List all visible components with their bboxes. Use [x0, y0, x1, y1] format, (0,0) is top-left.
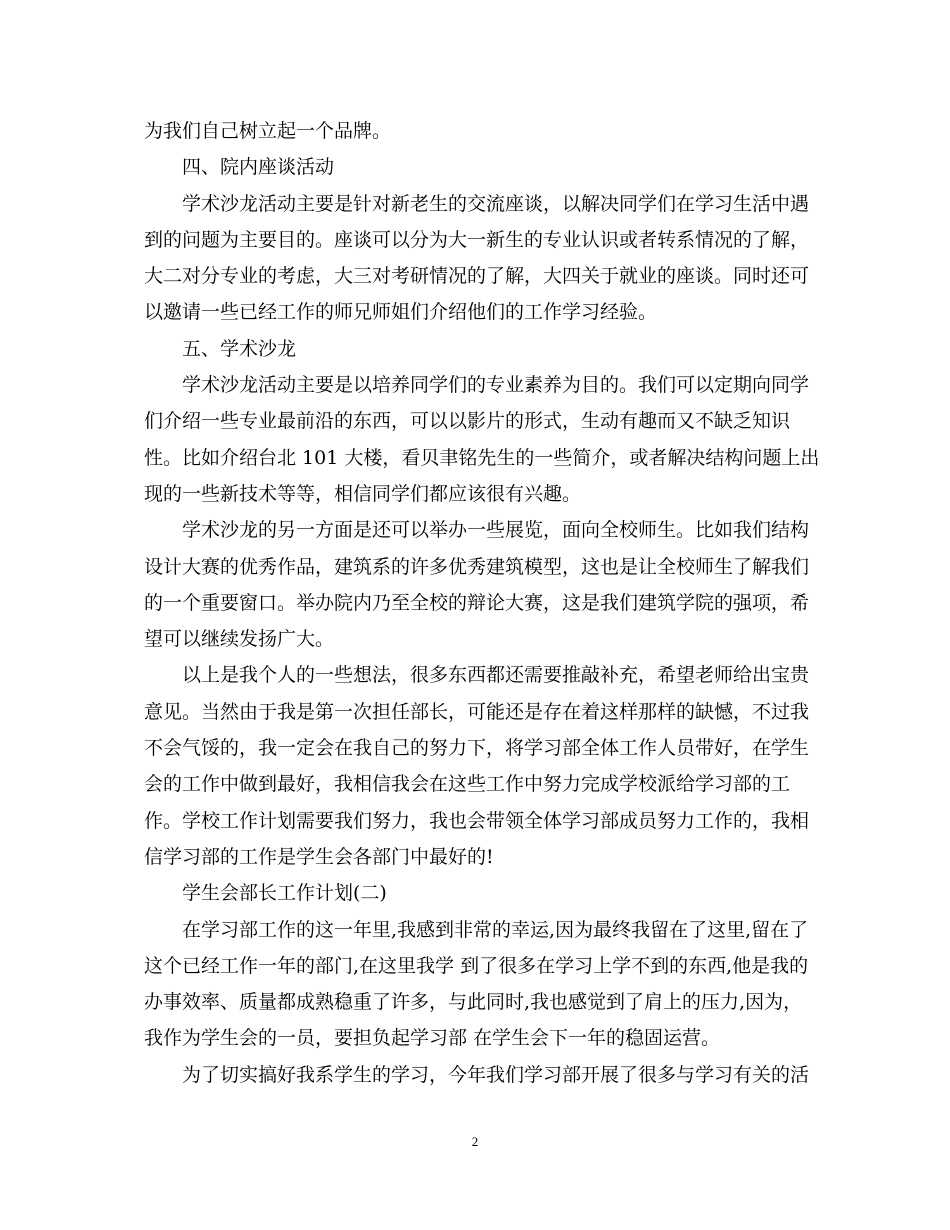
- text-line: 大二对分专业的考虑，大三对考研情况的了解，大四关于就业的座谈。同时还可: [144, 265, 810, 288]
- text-line: 不会气馁的，我一定会在我自己的努力下，将学习部全体工作人员带好，在学生: [144, 737, 810, 760]
- text-line: 信学习部的工作是学生会各部门中最好的!: [144, 845, 494, 868]
- text-line: 办事效率、质量都成熟稳重了许多，与此同时,我也感觉到了肩上的压力,因为，: [144, 991, 803, 1014]
- section-heading: 学生会部长工作计划(二): [182, 882, 387, 905]
- text-line: 学术沙龙活动主要是针对新老生的交流座谈，以解决同学们在学习生活中遇: [182, 192, 810, 215]
- text-line: 学术沙龙活动主要是以培养同学们的专业素养为目的。我们可以定期向同学: [182, 374, 810, 397]
- text-line: 这个已经工作一年的部门,在这里我学 到了很多在学习上学不到的东西,他是我的: [144, 954, 809, 977]
- text-line: 为了切实搞好我系学生的学习，今年我们学习部开展了很多与学习有关的活: [182, 1063, 810, 1086]
- text-line: 我作为学生会的一员，要担负起学习部 在学生会下一年的稳固运营。: [144, 1027, 721, 1050]
- text-line: 会的工作中做到最好，我相信我会在这些工作中努力完成学校派给学习部的工: [144, 773, 791, 796]
- text-line: 望可以继续发扬广大。: [144, 628, 335, 651]
- text-line: 以邀请一些已经工作的师兄师姐们介绍他们的工作学习经验。: [144, 301, 658, 324]
- text-line: 作。学校工作计划需要我们努力，我也会带领全体学习部成员努力工作的，我相: [144, 809, 810, 832]
- text-line: 为我们自己树立起一个品牌。: [144, 120, 392, 142]
- text-line: 设计大赛的优秀作品，建筑系的许多优秀建筑模型，这也是让全校师生了解我们: [144, 555, 810, 578]
- text-line: 们介绍一些专业最前沿的东西，可以以影片的形式，生动有趣而又不缺乏知识: [144, 410, 791, 433]
- section-heading: 五、学术沙龙: [182, 337, 297, 360]
- section-heading: 四、院内座谈活动: [182, 156, 335, 179]
- text-line: 现的一些新技术等等，相信同学们都应该很有兴趣。: [144, 482, 582, 505]
- text-line: 的一个重要窗口。举办院内乃至全校的辩论大赛，这是我们建筑学院的强项，希: [144, 591, 810, 614]
- body-text: [144, 113, 820, 1093]
- text-line: 在学习部工作的这一年里,我感到非常的幸运,因为最终我留在了这里,留在了: [182, 918, 809, 941]
- text-line: 意见。当然由于我是第一次担任部长，可能还是存在着这样那样的缺憾，不过我: [144, 700, 810, 723]
- page-number: 2: [471, 1134, 479, 1149]
- text-line: 学术沙龙的另一方面是还可以举办一些展览，面向全校师生。比如我们结构: [182, 519, 810, 542]
- text-line: 以上是我个人的一些想法，很多东西都还需要推敲补充，希望老师给出宝贵: [182, 664, 810, 687]
- text-line: 到的问题为主要目的。座谈可以分为大一新生的专业认识或者转系情况的了解，: [144, 228, 810, 251]
- text-line: 性。比如介绍台北 101 大楼，看贝聿铭先生的一些简介，或者解决结构问题上出: [144, 446, 820, 469]
